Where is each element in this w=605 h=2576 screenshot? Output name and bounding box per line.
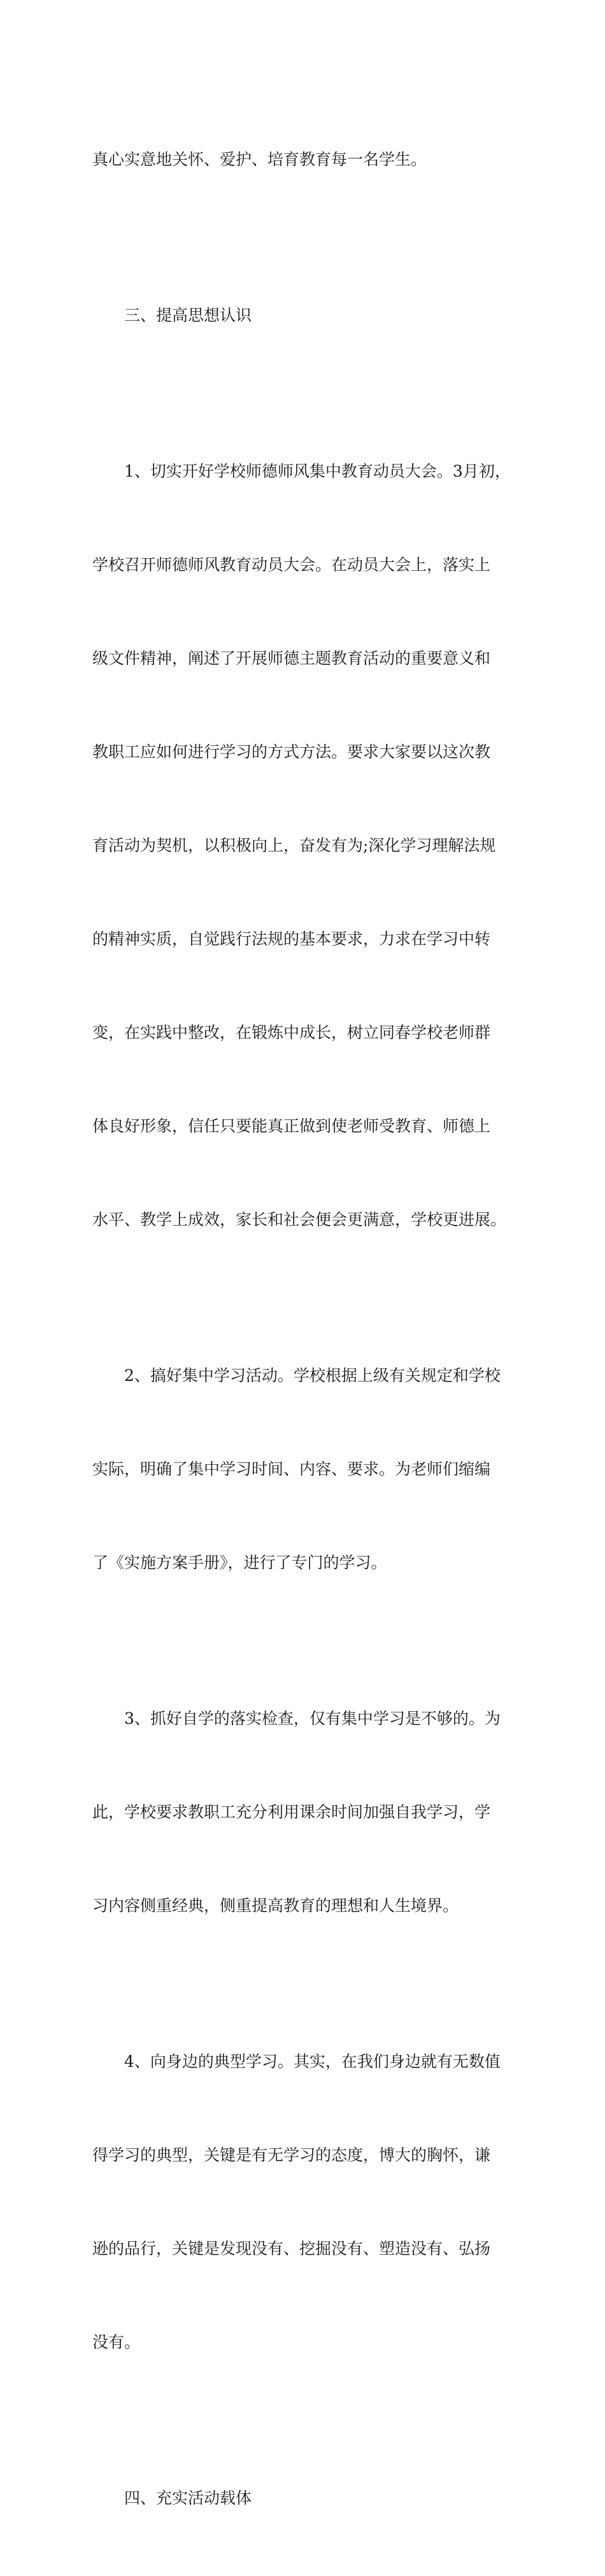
text-line: 2、搞好集中学习活动。学校根据上级有关规定和学校 bbox=[92, 1366, 501, 1385]
paragraph-item-1 bbox=[92, 393, 525, 1298]
text-line: 得学习的典型，关键是有无学习的态度，博大的胸怀，谦 bbox=[92, 2146, 491, 2164]
text-line: 水平、教学上成效，家长和社会便会更满意，学校更进展。 bbox=[92, 1210, 507, 1229]
text-line: 变，在实践中整改，在锻炼中成长，树立同春学校老师群 bbox=[92, 1023, 491, 1042]
heading-text: 四、充实活动载体 bbox=[92, 2489, 252, 2507]
text-line: 习内容侧重经典，侧重提高教育的理想和人生境界。 bbox=[92, 1896, 459, 1915]
paragraph-item-3 bbox=[92, 1641, 525, 1984]
section-heading-3 bbox=[92, 237, 525, 393]
text-line: 3、抓好自学的落实检查，仅有集中学习是不够的。为 bbox=[92, 1709, 501, 1728]
text-line: 此，学校要求教职工充分利用课余时间加强自我学习，学 bbox=[92, 1803, 491, 1821]
heading-text: 三、提高思想认识 bbox=[92, 306, 252, 325]
text-line: 没有。 bbox=[92, 2333, 141, 2351]
text-line: 4、向身边的典型学习。其实，在我们身边就有无数值 bbox=[92, 2052, 501, 2071]
text-line: 1、切实开好学校师德师风集中教育动员大会。3月初， bbox=[92, 462, 511, 480]
text-line: 体良好形象，信任只要能真正做到使老师受教育、师德上 bbox=[92, 1117, 491, 1135]
paragraph-item-4 bbox=[92, 1984, 525, 2420]
text-line: 育活动为契机，以积极向上，奋发有为;深化学习理解法规 bbox=[92, 836, 496, 855]
paragraph-item-2 bbox=[92, 1298, 525, 1641]
text-line: 教职工应如何进行学习的方式方法。要求大家要以这次教 bbox=[92, 743, 491, 761]
section-heading-4 bbox=[92, 2420, 525, 2576]
document-body bbox=[92, 81, 525, 2576]
text-line: 级文件精神，阐述了开展师德主题教育活动的重要意义和 bbox=[92, 649, 491, 668]
text-line: 的精神实质，自觉践行法规的基本要求，力求在学习中转 bbox=[92, 930, 491, 948]
paragraph-continuation bbox=[92, 81, 525, 237]
text-line: 实际，明确了集中学习时间、内容、要求。为老师们缩编 bbox=[92, 1460, 491, 1478]
text-line: 了《实施方案手册》，进行了专门的学习。 bbox=[92, 1553, 387, 1572]
text-line: 学校召开师德师风教育动员大会。在动员大会上，落实上 bbox=[92, 556, 491, 574]
text-line: 逊的品行，关键是发现没有、挖掘没有、塑造没有、弘扬 bbox=[92, 2239, 491, 2258]
text-line: 真心实意地关怀、爱护、培育教育每一名学生。 bbox=[92, 150, 427, 169]
